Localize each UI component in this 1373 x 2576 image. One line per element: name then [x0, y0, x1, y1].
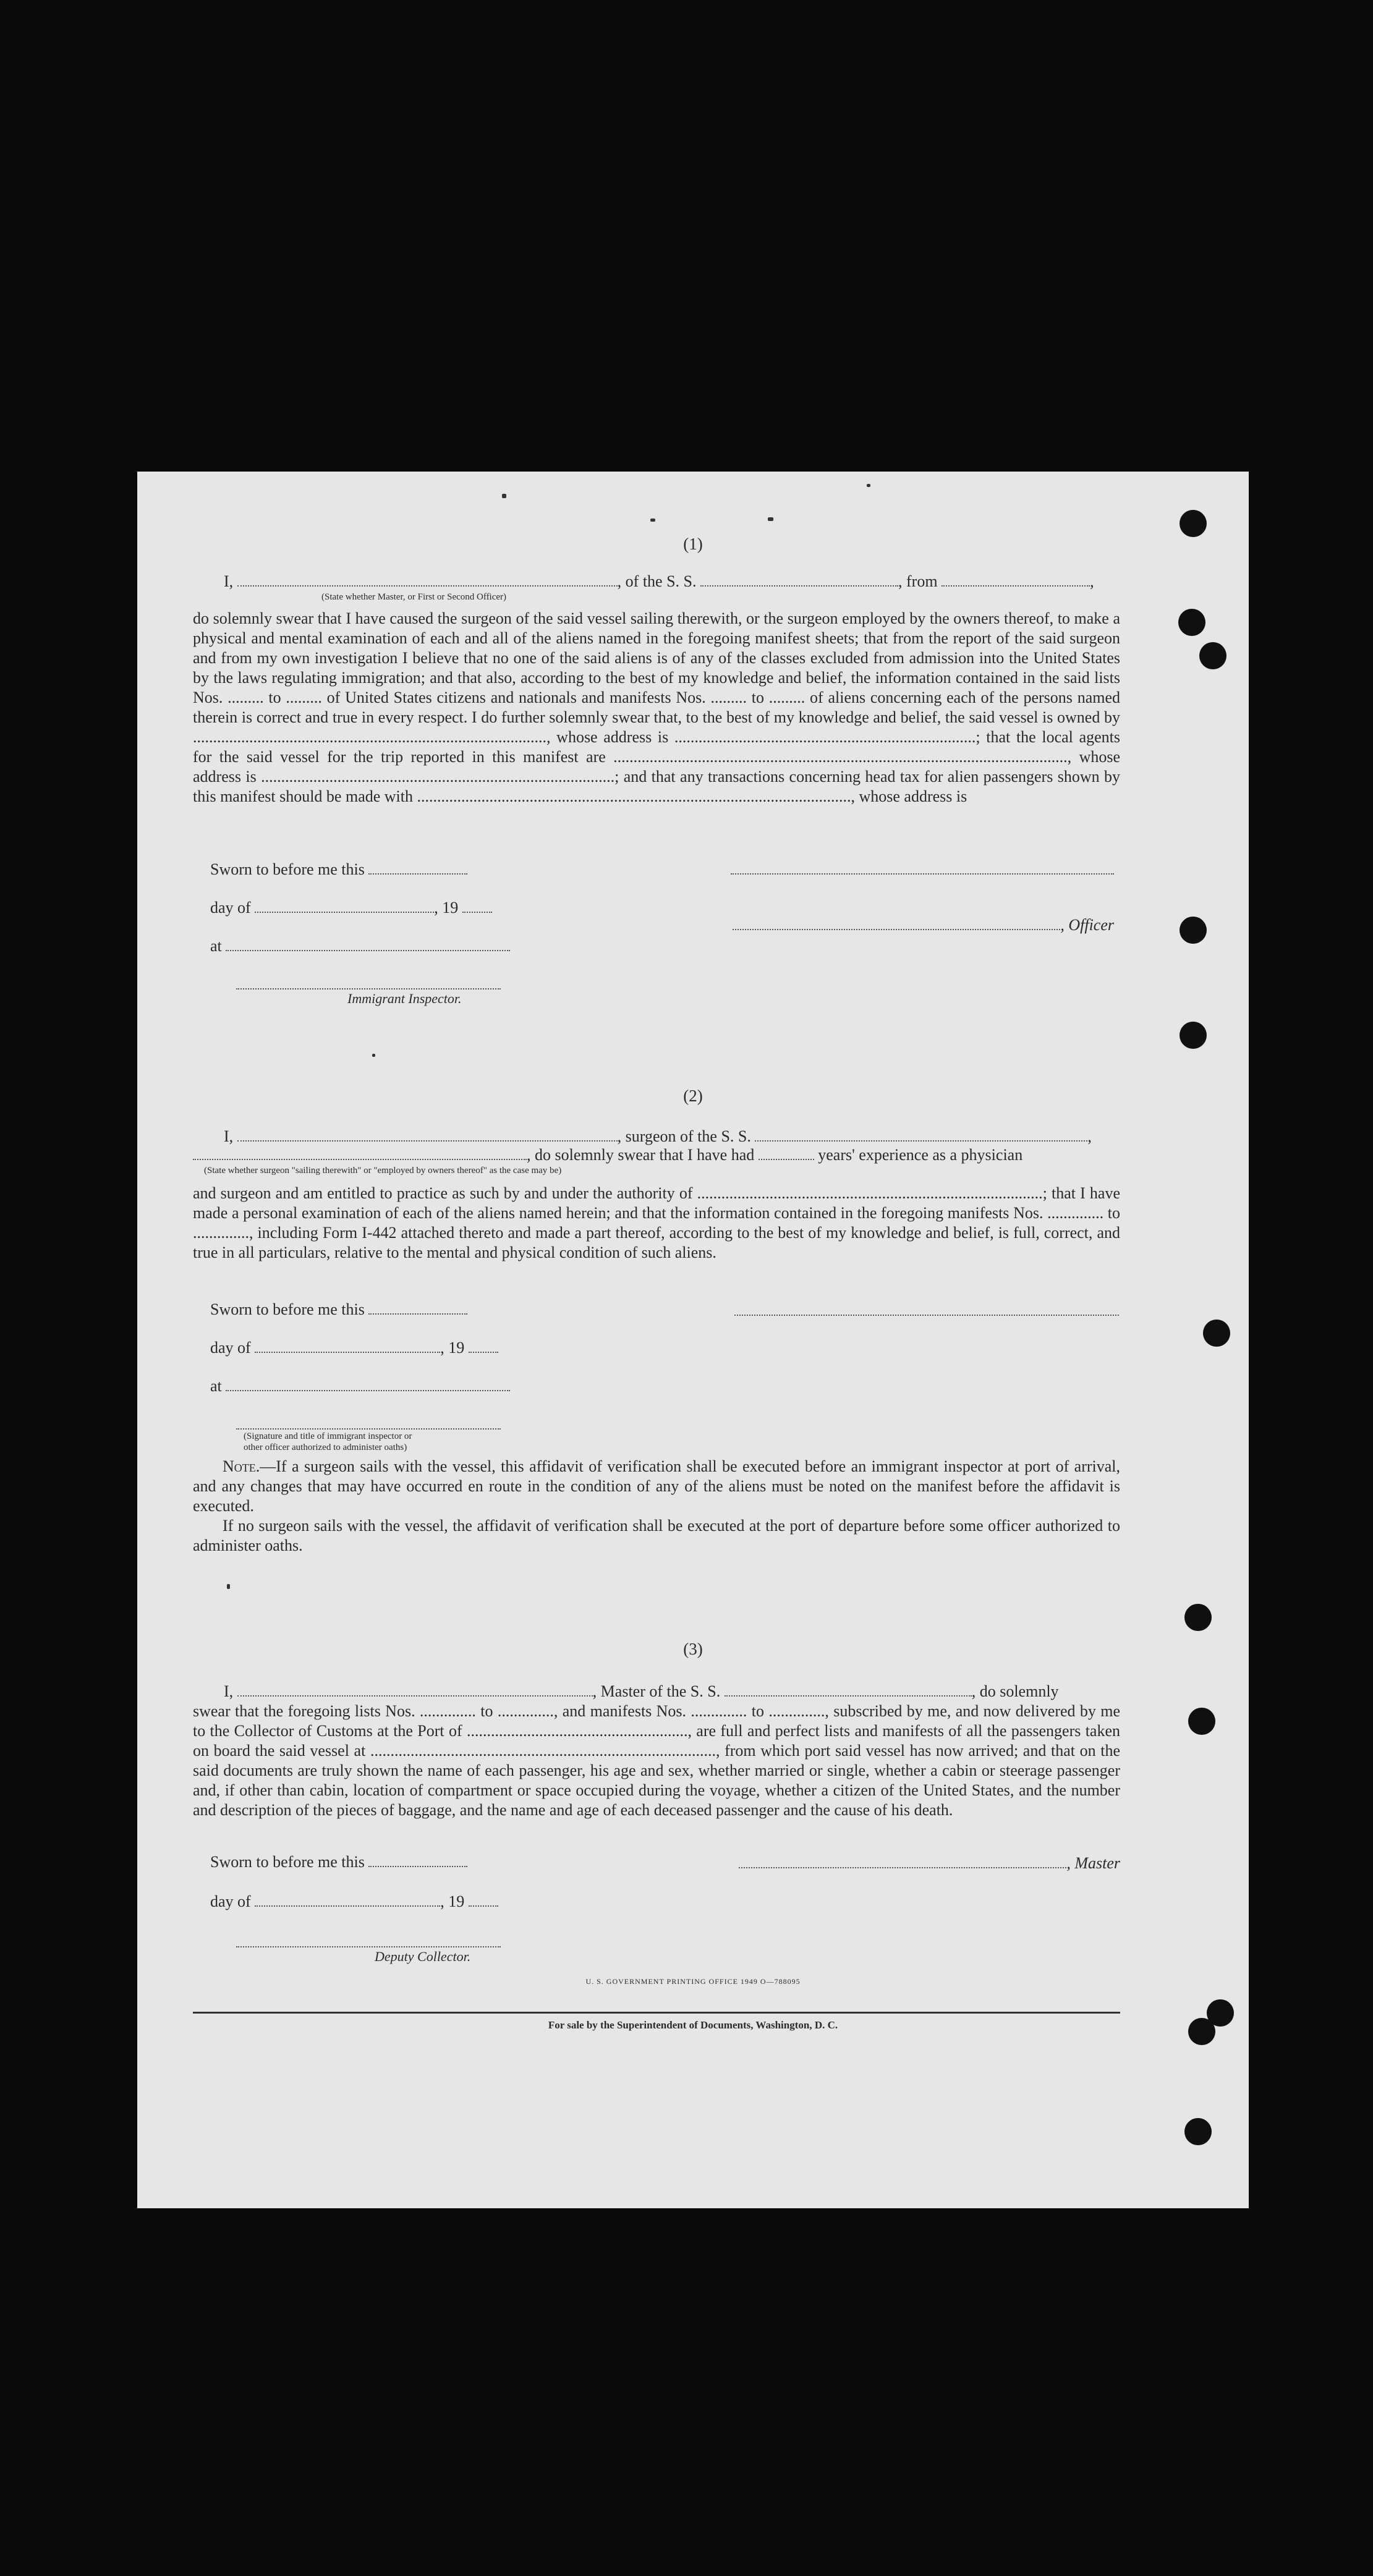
- section-2-sworn: [193, 1300, 1120, 1320]
- blank-field: [725, 1684, 972, 1697]
- speck: [650, 519, 655, 522]
- section-1-at: [193, 936, 1120, 956]
- blank-field: [237, 1129, 618, 1142]
- master-title: , Master: [1066, 1854, 1120, 1872]
- blank-field: [237, 574, 618, 587]
- signature-line: [734, 1313, 1119, 1316]
- section-3-number: (3): [683, 1640, 703, 1658]
- punch-hole: [1180, 1022, 1207, 1049]
- text: , 19: [434, 899, 459, 917]
- text: I,: [224, 1127, 234, 1145]
- text: , Master of the S. S.: [592, 1682, 721, 1700]
- text: I,: [224, 572, 234, 590]
- text: , surgeon of the S. S.: [617, 1127, 751, 1145]
- blank-field: [469, 1341, 498, 1353]
- text: day of: [210, 1339, 251, 1357]
- text: years' experience as a physician: [818, 1146, 1023, 1164]
- officer-title: , Officer: [1060, 916, 1114, 934]
- blank-field: [469, 1894, 498, 1907]
- text: at: [210, 937, 222, 955]
- text: , from: [898, 572, 938, 590]
- section-2-number: (2): [683, 1087, 703, 1105]
- signature-line: [236, 987, 501, 989]
- speck: [867, 484, 870, 487]
- section-2-at: [193, 1376, 1120, 1396]
- blank-field: [237, 1684, 593, 1697]
- blank-field: [755, 1129, 1087, 1142]
- blank-field: [739, 1856, 1066, 1868]
- section-2-body: and surgeon and am entitled to practice as such by and under the authority of ......................................................................................; that I have made a personal examination of each of the aliens named herein; and that the information contained in the foregoing manifests Nos. .............. to .............., including Form I-442 attached thereto and made a part thereof, according to the best of my knowledge and belief, is full, correct, and true in all particulars, relative to the mental and physical condition of such aliens.: [193, 1184, 1120, 1261]
- punch-hole: [1188, 1708, 1215, 1735]
- punch-hole: [1184, 2118, 1212, 2145]
- section-2-line1: I, , surgeon of the S. S. ,: [224, 1127, 1092, 1145]
- blank-field: [462, 900, 492, 913]
- blank-field: [759, 1148, 814, 1160]
- blank-field: [733, 918, 1060, 930]
- section-2-caption: (State whether surgeon "sailing therewith" or "employed by owners thereof" as the case may be): [204, 1166, 562, 1176]
- section-2-day: [193, 1338, 1120, 1358]
- text: day of: [210, 1892, 251, 1910]
- text: Sworn to before me this: [210, 1853, 365, 1871]
- signature-line: [731, 872, 1114, 875]
- section-1-number: (1): [683, 535, 703, 553]
- text: —If a surgeon sails with the vessel, this affidavit of verification shall be executed before an immigrant inspector at port of arrival, and any changes that may have occurred en route in the condition of any of the aliens must be noted on the manifest before the affidavit is executed.: [193, 1457, 1120, 1515]
- blank-field: [255, 1894, 440, 1907]
- section-3-master: [734, 1854, 1120, 1873]
- blank-field: [368, 1302, 467, 1315]
- immigrant-inspector-caption: Immigrant Inspector.: [347, 991, 462, 1006]
- speck: [372, 1054, 375, 1057]
- text: , 19: [440, 1892, 465, 1910]
- punch-hole: [1180, 510, 1207, 537]
- note-label: Note.: [223, 1457, 260, 1475]
- punch-hole: [1184, 1604, 1212, 1631]
- text: Sworn to before me this: [210, 1300, 365, 1318]
- speck: [768, 517, 773, 521]
- blank-field: [368, 862, 467, 875]
- blank-field: [368, 1855, 467, 1867]
- text: , do solemnly: [971, 1682, 1059, 1700]
- section-1-body: do solemnly swear that I have caused the surgeon of the said vessel sailing therewith, or the surgeon employed by the owners thereof, to make a physical and mental examination of each and all of the aliens named in the foregoing manifest sheets; that from the report of the said surgeon and from my own investigation I believe that no one of the said aliens is of any of the classes excluded from admission into the United States by the laws regulating immigration; and that also, according to the best of my knowledge and belief, the information contained in the said lists Nos. ......... to ......... of United States citizens and nationals and manifests Nos. ......... to ......... of aliens concerning each of the persons named therein is correct and true in every respect. I do further solemnly swear that, to the best of my knowledge and belief, the said vessel is owned by ........................................................................................, whose address is ...........................................................................; that the local agents for the said vessel for the trip reported in this manifest are ................................................................................................................., whose address is ........................................................................................; and that any transactions concerning head tax for alien passengers shown by this manifest should be made with ............................................................................................................, whose address is: [193, 609, 1120, 805]
- text: , of the S. S.: [617, 572, 697, 590]
- text: , 19: [440, 1339, 465, 1357]
- section-2-note: [193, 1457, 1120, 1516]
- blank-field: [255, 1341, 440, 1353]
- punch-hole: [1203, 1320, 1230, 1347]
- footer-rule: [193, 2012, 1120, 2014]
- text: Sworn to before me this: [210, 860, 365, 878]
- section-1-caption: (State whether Master, or First or Second Officer): [321, 592, 507, 602]
- section-1-line1: I, , of the S. S. , from ,: [224, 572, 1094, 590]
- signature-line: [236, 1427, 501, 1430]
- manifest-verification-form: [137, 472, 1249, 2208]
- section-1-officer: [731, 915, 1114, 935]
- speck: [502, 494, 506, 498]
- speck: [227, 1584, 230, 1589]
- printing-office-imprint: U. S. GOVERNMENT PRINTING OFFICE 1949 O—788095: [585, 1977, 801, 1986]
- blank-field: [226, 939, 510, 951]
- text: I,: [224, 1682, 234, 1700]
- blank-field: [226, 1379, 510, 1391]
- section-2-signer-caption: (Signature and title of immigrant inspector or other officer authorized to administer oaths): [244, 1431, 412, 1452]
- punch-hole: [1199, 642, 1226, 669]
- section-3-day: [193, 1892, 1120, 1912]
- blank-field: [700, 574, 898, 587]
- deputy-collector-caption: Deputy Collector.: [375, 1949, 471, 1964]
- text: at: [210, 1377, 222, 1395]
- section-2-note-2: If no surgeon sails with the vessel, the affidavit of verification shall be executed at the port of departure before some officer authorized to administer oaths.: [193, 1517, 1120, 1554]
- blank-field: [255, 900, 434, 913]
- punch-hole: [1178, 609, 1205, 636]
- section-2-line2: [193, 1145, 1120, 1165]
- signature-line: [236, 1945, 501, 1947]
- section-1-sworn: [193, 860, 1120, 879]
- text: day of: [210, 899, 251, 917]
- text: , do solemnly swear that I have had: [527, 1146, 755, 1164]
- section-3-line1: [193, 1682, 1120, 1701]
- blank-field: [942, 574, 1090, 587]
- section-3-body: swear that the foregoing lists Nos. .............. to .............., and manifests Nos. .............. to .............., subscribed by me, and now delivered by me to the Collector of Customs at the Port of ......................................................., are full and perfect lists and manifests of all the passengers taken on board the said vessel at ......................................................................................, from which port said vessel has now arrived; and that on the said documents are truly shown the name of each passenger, his age and sex, whether married or single, whether a cabin or steerage passenger and, if other than cabin, location of compartment or space occupied during the voyage, whether a citizen of the United States, and the number and description of the pieces of baggage, and the name and age of each deceased passenger and the cause of his death.: [193, 1702, 1120, 1819]
- footer-sales-notice: For sale by the Superintendent of Documents, Washington, D. C.: [548, 2019, 838, 2031]
- blank-field: [193, 1148, 527, 1160]
- punch-hole: [1180, 917, 1207, 944]
